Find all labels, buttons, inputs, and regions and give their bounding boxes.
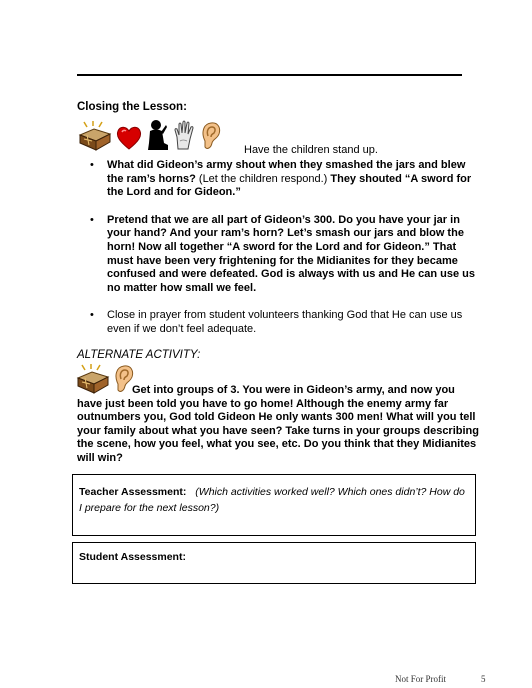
alternate-activity-title: ALTERNATE ACTIVITY: bbox=[77, 349, 201, 361]
teacher-assessment-box[interactable] bbox=[72, 474, 476, 536]
list-item-text: What did Gideon’s army shout when they smashed the jars and blew the ram’s horns? bbox=[107, 159, 466, 185]
ear-icon bbox=[200, 121, 225, 151]
praying-child-icon bbox=[146, 119, 173, 151]
student-assessment-box[interactable] bbox=[72, 542, 476, 584]
top-rule bbox=[77, 74, 462, 76]
bible-icon bbox=[78, 121, 115, 151]
teacher-assessment-prompt: (Which activities worked well? Which ones didn’t? How do I prepare for the next lesson?) bbox=[79, 486, 465, 514]
page-number: 5 bbox=[481, 674, 486, 684]
closing-heading: Closing the Lesson: bbox=[77, 101, 187, 113]
closing-list-item bbox=[84, 214, 480, 296]
closing-question-list bbox=[84, 159, 480, 351]
hand-icon bbox=[173, 119, 200, 151]
list-item-text: (Let the children respond.) bbox=[195, 172, 331, 185]
list-item-text: Pretend that we are all part of Gideon’s 300. Do you have your jar in your hand? And your ram’s horn? Let’s smash our jars and blow the horn! Now all together “A sword for the Lord and for Gideon.” That must have been very frightening for the Midianites for they became confused and were defeated. God is always with us and He can use us no matter how small we feel. bbox=[107, 213, 475, 294]
closing-icons bbox=[78, 119, 225, 151]
footer-text: Not For Profit bbox=[395, 674, 447, 684]
alternate-activity-text: Get into groups of 3. You were in Gideon’s army, and now you have just been told you have to go home! Although the enemy army far outnumbers you, God told Gideon He only wants 300 men! What will you tell your family about what you have seen? Take turns in your groups describing the scene, how you feel, what you see, etc. Do you think that they Midianites will win? bbox=[77, 384, 479, 464]
closing-list-item bbox=[84, 159, 480, 200]
list-item-text: Close in prayer from student volunteers thanking God that He can use us even if we don’t feel adequate. bbox=[107, 309, 463, 335]
student-assessment-label: Student Assessment: bbox=[79, 551, 186, 563]
teacher-assessment-label: Teacher Assessment: bbox=[79, 486, 187, 498]
list-item-text: They shouted “A sword for the Lord and for Gideon.” bbox=[107, 172, 472, 199]
heart-icon bbox=[115, 125, 146, 151]
closing-instruction: Have the children stand up. bbox=[244, 144, 378, 156]
closing-list-item bbox=[84, 309, 480, 336]
